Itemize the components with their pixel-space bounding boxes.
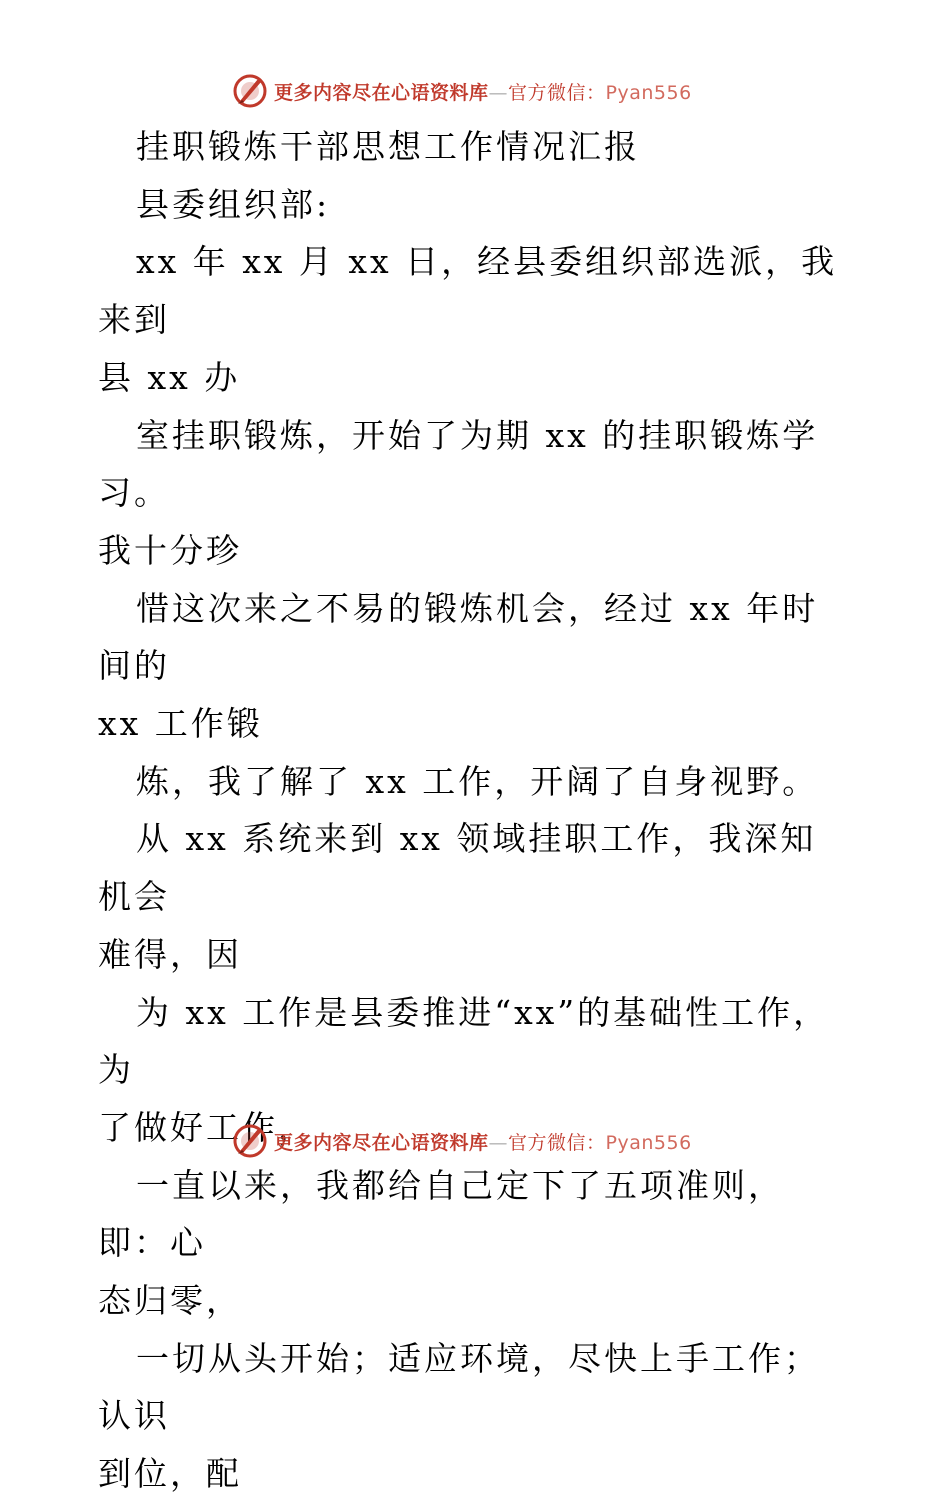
body-line: 为 xx 工作是县委推进“xx”的基础性工作，为 (98, 992, 830, 1090)
body-line: 从 xx 系统来到 xx 领域挂职工作，我深知机会 (98, 819, 817, 917)
body-line: 态归零， (98, 1281, 242, 1321)
watermark-text (274, 1128, 692, 1155)
watermark-separator: — (488, 1131, 509, 1154)
body-line: 难得，因 (98, 934, 242, 974)
watermark-wechat-label: 官方微信： (508, 81, 606, 104)
watermark-wechat-id: Pyan556 (605, 81, 692, 104)
body-line: 一直以来，我都给自己定下了五项准则，即：心 (98, 1165, 784, 1263)
body-line: 室挂职锻炼，开始了为期 xx 的挂职锻炼学习。 (98, 415, 819, 513)
watermark-site: 更多内容尽在心语资料库 (274, 81, 489, 104)
watermark-site: 更多内容尽在心语资料库 (274, 1131, 489, 1154)
watermark-wechat-id: Pyan556 (605, 1131, 692, 1154)
watermark-wechat-label: 官方微信： (508, 1131, 606, 1154)
footer-watermark (232, 1121, 692, 1161)
body-line: 县 xx 办 (98, 357, 241, 397)
quill-seal-icon (232, 1123, 268, 1159)
document-title: 挂职锻炼干部思想工作情况汇报 (136, 127, 640, 166)
body-line: 惜这次来之不易的锻炼机会，经过 xx 年时间的 (98, 588, 819, 686)
document-salutation: 县委组织部: (136, 184, 331, 224)
watermark-separator: — (488, 81, 509, 104)
document-body (98, 118, 850, 1503)
body-line: 到位，配 (98, 1454, 242, 1494)
body-line: 一切从头开始；适应环境，尽快上手工作；认识 (98, 1338, 820, 1436)
body-line: 了做好工作， (98, 1107, 314, 1147)
body-line: 我十分珍 (98, 530, 242, 570)
watermark-text (274, 78, 692, 105)
quill-seal-icon (232, 73, 268, 109)
body-line: 炼，我了解了 xx 工作，开阔了自身视野。 (136, 761, 819, 801)
header-watermark (232, 71, 692, 111)
body-line: xx 工作锻 (98, 704, 263, 744)
body-line: xx 年 xx 月 xx 日，经县委组织部选派，我来到 (98, 242, 838, 340)
